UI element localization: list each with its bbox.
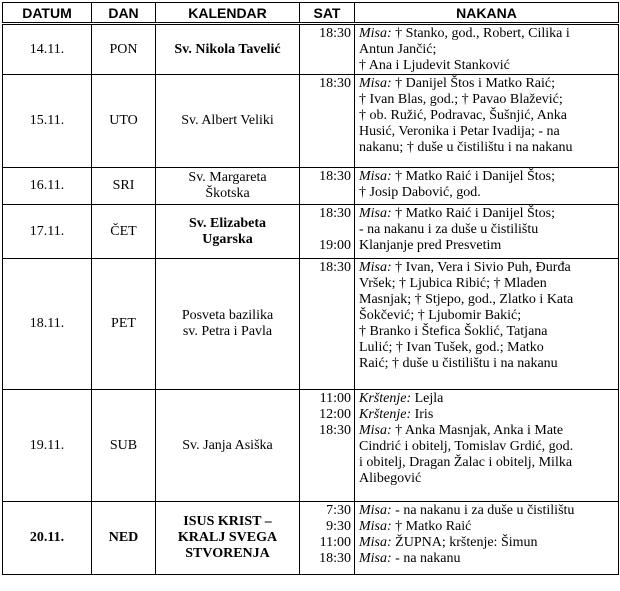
table-row bbox=[3, 390, 619, 502]
mass-label: Misa: bbox=[359, 260, 392, 275]
calendar-cell bbox=[156, 259, 300, 390]
day-cell: UTO bbox=[92, 75, 156, 168]
intention-text: Alibegović bbox=[359, 471, 422, 486]
intention-text: † Matko Raić i Danijel Štos; bbox=[391, 169, 555, 184]
day-cell: PON bbox=[92, 24, 156, 75]
calendar-line: STVORENJA bbox=[185, 546, 270, 561]
time-cell bbox=[300, 205, 355, 259]
intention-text: † Matko Raić bbox=[391, 519, 472, 534]
date-cell: 20.11. bbox=[3, 502, 92, 575]
time-cell bbox=[300, 259, 355, 390]
intention-cell bbox=[355, 205, 619, 259]
mass-label: Misa: bbox=[359, 26, 392, 41]
intention-cell bbox=[355, 168, 619, 205]
day-cell: SRI bbox=[92, 168, 156, 205]
date-cell: 17.11. bbox=[3, 205, 92, 259]
table-row bbox=[3, 259, 619, 390]
intention-text: Antun Jančić; bbox=[359, 42, 437, 57]
intention-text: - na nakanu i za duše u čistilištu bbox=[391, 503, 575, 518]
intention-cell bbox=[355, 390, 619, 502]
date-cell: 19.11. bbox=[3, 390, 92, 502]
time-value: 18:30 bbox=[319, 169, 351, 184]
date-cell: 14.11. bbox=[3, 24, 92, 75]
intention-text: † Matko Raić i Danijel Štos; bbox=[391, 206, 555, 221]
calendar-line: KRALJ SVEGA bbox=[177, 530, 278, 545]
mass-label: Misa: bbox=[359, 519, 392, 534]
intention-text: ŽUPNA; krštenje: Šimun bbox=[391, 535, 538, 550]
calendar-cell bbox=[156, 168, 300, 205]
time-value: 18:30 bbox=[319, 26, 351, 41]
calendar-line: Sv. Margareta bbox=[188, 170, 267, 185]
time-value: 11:00 bbox=[319, 535, 351, 550]
mass-label: Misa: bbox=[359, 169, 392, 184]
time-cell bbox=[300, 24, 355, 75]
time-cell bbox=[300, 75, 355, 168]
table-row bbox=[3, 24, 619, 75]
intention-cell bbox=[355, 75, 619, 168]
mass-label: Misa: bbox=[359, 503, 392, 518]
baptism-label: Krštenje: bbox=[359, 391, 412, 406]
time-cell bbox=[300, 168, 355, 205]
time-value: 11:00 bbox=[319, 391, 351, 406]
mass-label: Misa: bbox=[359, 535, 392, 550]
day-cell: ČET bbox=[92, 205, 156, 259]
calendar-cell: Sv. Albert Veliki bbox=[156, 75, 300, 168]
intention-text: † Josip Dabović, god. bbox=[359, 185, 481, 200]
intention-text: Lulić; † Ivan Tušek, god.; Matko bbox=[359, 340, 544, 355]
day-cell: PET bbox=[92, 259, 156, 390]
table-row bbox=[3, 205, 619, 259]
calendar-cell: Sv. Janja Asiška bbox=[156, 390, 300, 502]
intention-text: Cindrić i obitelj, Tomislav Grdić, god. bbox=[359, 439, 574, 454]
date-cell: 18.11. bbox=[3, 259, 92, 390]
intention-text: Šokčević; † Ljubomir Bakić; bbox=[359, 308, 522, 323]
table-row bbox=[3, 168, 619, 205]
calendar-line: Ugarska bbox=[202, 231, 253, 247]
calendar-line: Posveta bazilika bbox=[181, 308, 274, 323]
header-sat: SAT bbox=[300, 3, 355, 24]
time-value: 7:30 bbox=[326, 503, 351, 518]
calendar-line: ISUS KRIST – bbox=[183, 514, 272, 529]
mass-label: Misa: bbox=[359, 206, 392, 221]
intention-text: i obitelj, Dragan Žalac i obitelj, Milka bbox=[359, 455, 573, 470]
intention-cell bbox=[355, 502, 619, 575]
table-row bbox=[3, 502, 619, 575]
time-value: 18:30 bbox=[319, 423, 351, 438]
calendar-cell bbox=[156, 205, 300, 259]
schedule-table bbox=[2, 2, 619, 575]
intention-text: - na nakanu bbox=[391, 551, 461, 566]
intention-text: † Danijel Štos i Matko Raić; bbox=[391, 76, 555, 91]
date-cell: 16.11. bbox=[3, 168, 92, 205]
intention-text: Husić, Veronika i Petar Ivadija; - na bbox=[359, 124, 560, 139]
time-cell bbox=[300, 502, 355, 575]
time-value: 18:30 bbox=[319, 76, 351, 91]
header-nakana: NAKANA bbox=[355, 3, 619, 24]
calendar-line: Škotska bbox=[205, 186, 250, 201]
mass-label: Misa: bbox=[359, 423, 392, 438]
table-row bbox=[3, 75, 619, 168]
calendar-line: sv. Petra i Pavla bbox=[182, 324, 273, 339]
intention-cell bbox=[355, 259, 619, 390]
mass-label: Misa: bbox=[359, 76, 392, 91]
day-cell: NED bbox=[92, 502, 156, 575]
time-value: 19:00 bbox=[319, 238, 351, 253]
intention-text: - na nakanu i za duše u čistilištu bbox=[359, 222, 539, 237]
time-value: 18:30 bbox=[319, 260, 351, 275]
intention-text: † Anka Masnjak, Anka i Mate bbox=[391, 423, 564, 438]
header-dan: DAN bbox=[92, 3, 156, 24]
day-cell: SUB bbox=[92, 390, 156, 502]
calendar-cell: Sv. Nikola Tavelić bbox=[156, 24, 300, 75]
intention-text: Klanjanje pred Presvetim bbox=[359, 238, 502, 253]
intention-text: Iris bbox=[411, 407, 434, 422]
time-cell bbox=[300, 390, 355, 502]
time-value: 18:30 bbox=[319, 206, 351, 221]
time-value: 18:30 bbox=[319, 551, 351, 566]
time-value: 9:30 bbox=[326, 519, 351, 534]
intention-text: Lejla bbox=[411, 391, 444, 406]
intention-text: † Ivan Blas, god.; † Pavao Blažević; bbox=[359, 92, 563, 107]
date-cell: 15.11. bbox=[3, 75, 92, 168]
intention-text: † Ana i Ljudevit Stanković bbox=[359, 58, 510, 73]
intention-text: † Branko i Štefica Šoklić, Tatjana bbox=[359, 324, 548, 339]
header-row bbox=[3, 3, 619, 24]
header-datum: DATUM bbox=[3, 3, 92, 24]
intention-text: Raić; † duše u čistilištu i na nakanu bbox=[359, 356, 558, 371]
intention-text: † Stanko, god., Robert, Cilika i bbox=[391, 26, 570, 41]
calendar-line: Sv. Elizabeta bbox=[188, 215, 266, 231]
time-value: 12:00 bbox=[319, 407, 351, 422]
intention-text: nakanu; † duše u čistilištu i na nakanu bbox=[359, 140, 573, 155]
intention-cell bbox=[355, 24, 619, 75]
calendar-cell bbox=[156, 502, 300, 575]
header-kalendar: KALENDAR bbox=[156, 3, 300, 24]
intention-text: Vršek; † Ljubica Ribić; † Mladen bbox=[359, 276, 547, 291]
intention-text: † ob. Ružić, Podravac, Šušnjić, Anka bbox=[359, 108, 568, 123]
intention-text: † Ivan, Vera i Sivio Puh, Đurđa bbox=[391, 260, 571, 275]
baptism-label: Krštenje: bbox=[359, 407, 412, 422]
mass-label: Misa: bbox=[359, 551, 392, 566]
intention-text: Masnjak; † Stjepo, god., Zlatko i Kata bbox=[359, 292, 574, 307]
